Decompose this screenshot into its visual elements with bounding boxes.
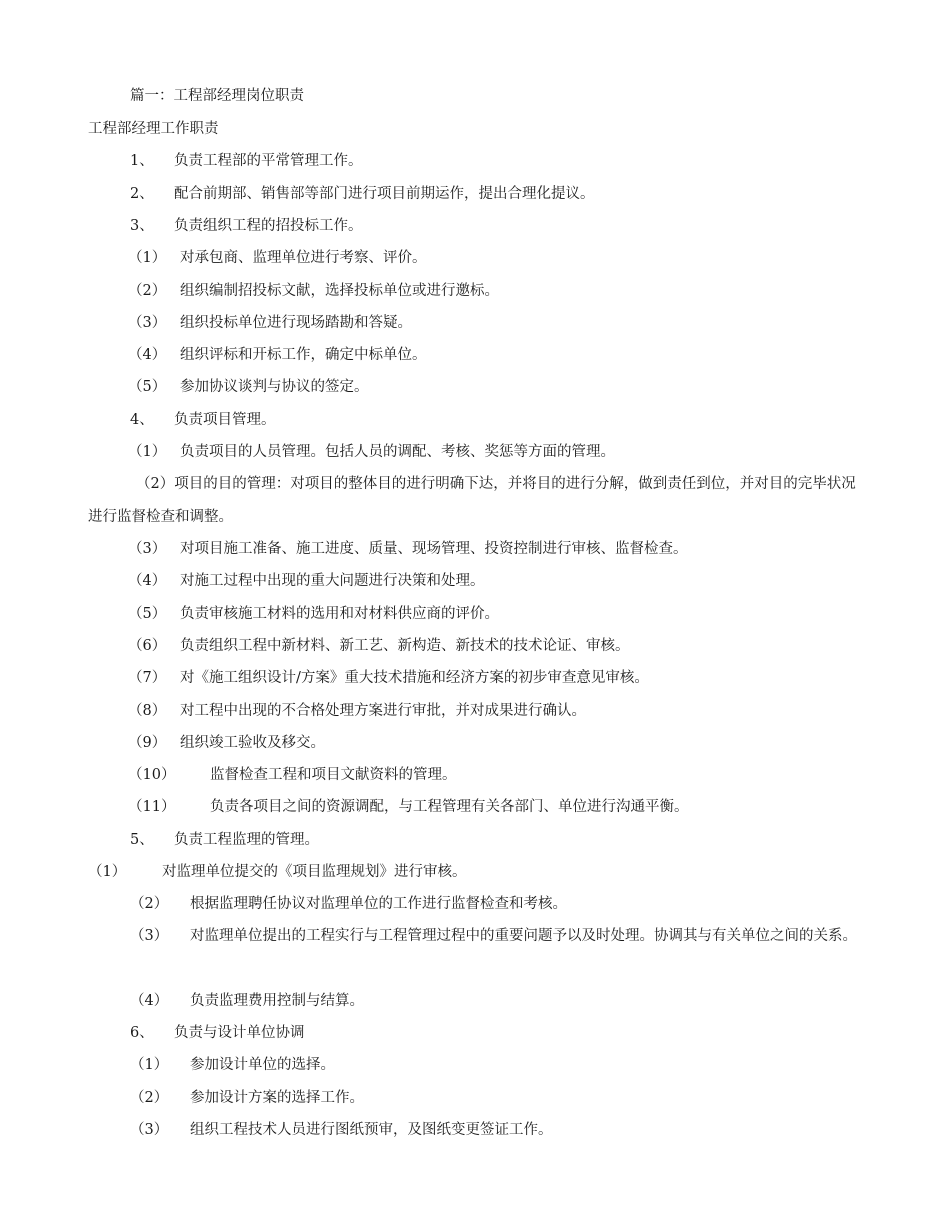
list-item-number: （2） (130, 896, 169, 912)
list-item-text: 负责审核施工材料的选用和对材料供应商的评价。 (180, 606, 499, 622)
list-item (130, 991, 364, 1011)
list-item-number: （1） (128, 250, 167, 266)
list-item (130, 830, 319, 850)
list-item (130, 1023, 305, 1043)
list-item (128, 345, 427, 365)
list-item (128, 797, 689, 817)
list-item-number: （4） (128, 347, 167, 363)
list-item-text: 组织编制招投标文献，选择投标单位或进行邀标。 (180, 283, 499, 299)
list-item-wrapped (88, 920, 868, 953)
list-item-number: （1） (88, 864, 127, 880)
list-item-text: 组织工程技术人员进行图纸预审，及图纸变更签证工作。 (190, 1122, 553, 1138)
list-item-text: 参加设计方案的选择工作。 (190, 1090, 364, 1106)
list-item-number: （3） (130, 928, 169, 944)
list-item-text: 对监理单位提出的工程实行与工程管理过程中的重要问题予以及时处理。协调其与有关单位之间的关系。 (190, 928, 857, 944)
list-item-number: （1） (128, 444, 167, 460)
list-item-number: （1） (130, 1057, 169, 1073)
list-item-text: 对监理单位提交的《项目监理规划》进行审核。 (162, 864, 467, 880)
list-item-number: 6、 (130, 1025, 154, 1041)
list-item (128, 604, 499, 624)
list-item-number: （3） (128, 541, 167, 557)
list-item-number: （7） (128, 670, 167, 686)
list-item-text: 负责项目管理。 (174, 412, 276, 428)
document-subtitle: 工程部经理工作职责 (88, 121, 219, 137)
list-item (128, 733, 325, 753)
list-item-number: （5） (128, 379, 167, 395)
list-item-text: 监督检查工程和项目文献资料的管理。 (210, 767, 457, 783)
list-item-text: 负责与设计单位协调 (174, 1025, 305, 1041)
list-item-text: 项目的目的管理：对项目的整体目的进行明确下达，并将目的进行分解，做到责任到位，并对目的完毕状况进行监督检查和调整。 (88, 476, 856, 525)
list-item (128, 701, 586, 721)
list-item-wrapped (88, 468, 868, 534)
list-item (130, 410, 276, 430)
list-item-text: 负责监理费用控制与结算。 (190, 993, 364, 1009)
list-item-number: 1、 (130, 153, 154, 169)
list-item (130, 216, 363, 236)
list-item-text: 组织投标单位进行现场踏勘和答疑。 (180, 315, 412, 331)
list-item (88, 862, 467, 882)
list-item-number: （3） (128, 315, 167, 331)
list-item-text: 组织评标和开标工作，确定中标单位。 (180, 347, 427, 363)
list-item-number: 4、 (130, 412, 154, 428)
list-item (130, 894, 567, 914)
list-item-text: 对《施工组织设计/方案》重大技术措施和经济方案的初步审查意见审核。 (180, 670, 649, 686)
list-item-text: 参加协议谈判与协议的签定。 (180, 379, 369, 395)
list-item-number: （9） (128, 735, 167, 751)
list-item (130, 1055, 335, 1075)
list-item-number: （3） (130, 1122, 169, 1138)
list-item-text: 负责工程监理的管理。 (174, 832, 319, 848)
list-item (128, 281, 499, 301)
list-item-text: 配合前期部、销售部等部门进行项目前期运作，提出合理化提议。 (174, 186, 595, 202)
list-item (128, 636, 630, 656)
list-item-text: 组织竣工验收及移交。 (180, 735, 325, 751)
list-item-text: 负责组织工程的招投标工作。 (174, 218, 363, 234)
list-item-text: 对承包商、监理单位进行考察、评价。 (180, 250, 427, 266)
list-item (128, 539, 688, 559)
list-item-text: 参加设计单位的选择。 (190, 1057, 335, 1073)
list-item (128, 571, 485, 591)
list-item-number: 2、 (130, 186, 154, 202)
list-item-text: 对工程中出现的不合格处理方案进行审批，并对成果进行确认。 (180, 703, 586, 719)
list-item (130, 1088, 364, 1108)
list-item (130, 184, 595, 204)
list-item-number: 3、 (130, 218, 154, 234)
list-item-number: （2） (136, 476, 175, 492)
list-item-number: （11） (128, 799, 176, 815)
list-item-text: 对项目施工准备、施工进度、质量、现场管理、投资控制进行审核、监督检查。 (180, 541, 688, 557)
document-title: 篇一：工程部经理岗位职责 (130, 88, 304, 104)
list-item-text: 负责项目的人员管理。包括人员的调配、考核、奖惩等方面的管理。 (180, 444, 615, 460)
list-item (128, 442, 615, 462)
list-item-text: 对施工过程中出现的重大问题进行决策和处理。 (180, 573, 485, 589)
list-item-text: 负责组织工程中新材料、新工艺、新构造、新技术的技术论证、审核。 (180, 638, 630, 654)
list-item-number: （4） (130, 993, 169, 1009)
list-item-number: （2） (130, 1090, 169, 1106)
list-item (130, 151, 363, 171)
list-item-number: （5） (128, 606, 167, 622)
list-item (128, 765, 457, 785)
list-item (130, 1120, 553, 1140)
list-item (128, 313, 412, 333)
list-item-number: （2） (128, 283, 167, 299)
list-item-text: 根据监理聘任协议对监理单位的工作进行监督检查和考核。 (190, 896, 567, 912)
list-item-number: （10） (128, 767, 176, 783)
list-item-number: （6） (128, 638, 167, 654)
list-item-number: （4） (128, 573, 167, 589)
list-item (128, 377, 369, 397)
list-item (128, 248, 427, 268)
list-item-text: 负责工程部的平常管理工作。 (174, 153, 363, 169)
list-item (128, 668, 649, 688)
list-item-number: 5、 (130, 832, 154, 848)
list-item-text: 负责各项目之间的资源调配，与工程管理有关各部门、单位进行沟通平衡。 (210, 799, 689, 815)
list-item-number: （8） (128, 703, 167, 719)
